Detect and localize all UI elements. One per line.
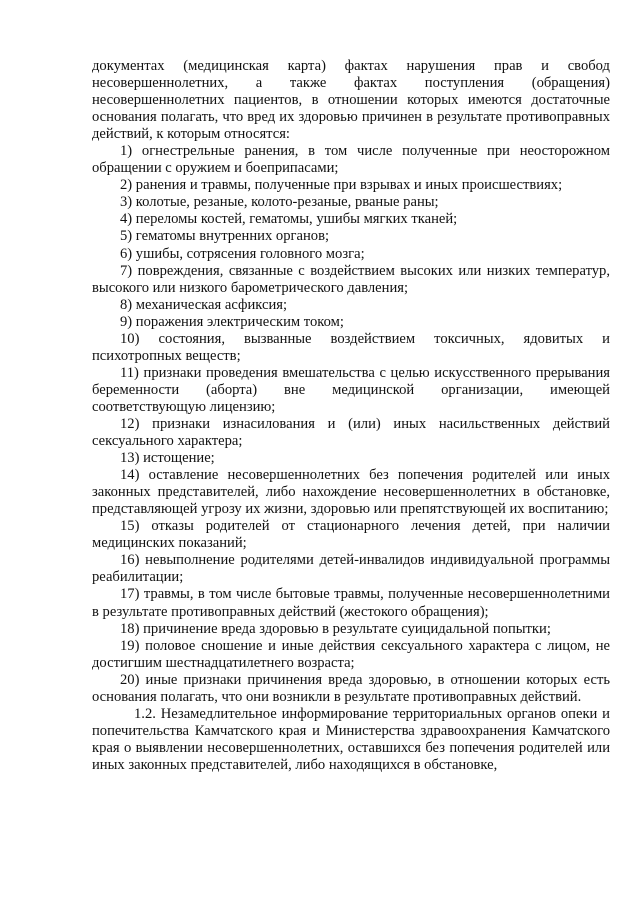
list-item: 9) поражения электрическим током; (120, 313, 344, 330)
list-item: 5) гематомы внутренних органов; (120, 228, 330, 245)
list-item: 19) половое сношение и иные действия сексуального характера с лицом, не достигшим шестнадцатилетнего возраста; (92, 637, 610, 671)
list-item: 7) повреждения, связанные с воздействием высоких или низких температур, высокого или низкого барометрического давления; (92, 262, 610, 296)
list-item: 20) иные признаки причинения вреда здоровью, в отношении которых есть основания полагать, что они возникли в результате противоправных действий. (92, 671, 610, 705)
list-item: 12) признаки изнасилования и (или) иных насильственных действий сексуального характера; (92, 415, 610, 450)
list-item: 11) признаки проведения вмешательства с целью искусственного прерывания беременности (аборта) вне медицинской организации, имеющей соответствующую лицензию; (92, 364, 610, 415)
list-item: 14) оставление несовершеннолетних без попечения родителей или иных законных представителей, либо нахождение несовершеннолетних в обстановке, представляющей угрозу их жизни, здоровью или препятствующей их воспитанию; (92, 467, 610, 518)
intro-paragraph: документах (медицинская карта) фактах нарушения прав и свобод несовершеннолетних, а также фактах поступления (обращения) несовершеннолетних пациентов, в отношении которых имеются достаточные основания полагать, что вред их здоровью причинен в результате противоправных действий, к которым относятся: (92, 58, 610, 143)
section-paragraph: 1.2. Незамедлительное информирование территориальных органов опеки и попечительства Камчатского края и Министерства здравоохранения Камчатского края о выявлении несовершеннолетних, оставшихся без попечения родителей или иных законных представителей, либо находящихся в обстановке, (92, 705, 610, 773)
list-item: 10) состояния, вызванные воздействием токсичных, ядовитых и психотропных веществ; (92, 330, 610, 364)
list-item: 15) отказы родителей от стационарного лечения детей, при наличии медицинских показаний; (92, 518, 610, 552)
list-item: 17) травмы, в том числе бытовые травмы, полученные несовершеннолетними в результате противоправных действий (жестокого обращения); (92, 586, 610, 620)
list-item: 6) ушибы, сотрясения головного мозга; (120, 245, 365, 262)
list-item: 4) переломы костей, гематомы, ушибы мягких тканей; (120, 211, 458, 228)
list-item: 13) истощение; (120, 450, 215, 467)
list-item: 16) невыполнение родителями детей-инвалидов индивидуальной программы реабилитации; (92, 552, 610, 586)
list-item: 18) причинение вреда здоровью в результате суицидальной попытки; (120, 620, 551, 637)
list-item: 2) ранения и травмы, полученные при взрывах и иных происшествиях; (120, 177, 563, 194)
list-item: 3) колотые, резаные, колото-резаные, рваные раны; (120, 194, 439, 211)
list-item: 1) огнестрельные ранения, в том числе полученные при неосторожном обращении с оружием и боеприпасами; (92, 143, 610, 177)
list-item: 8) механическая асфиксия; (120, 296, 288, 313)
